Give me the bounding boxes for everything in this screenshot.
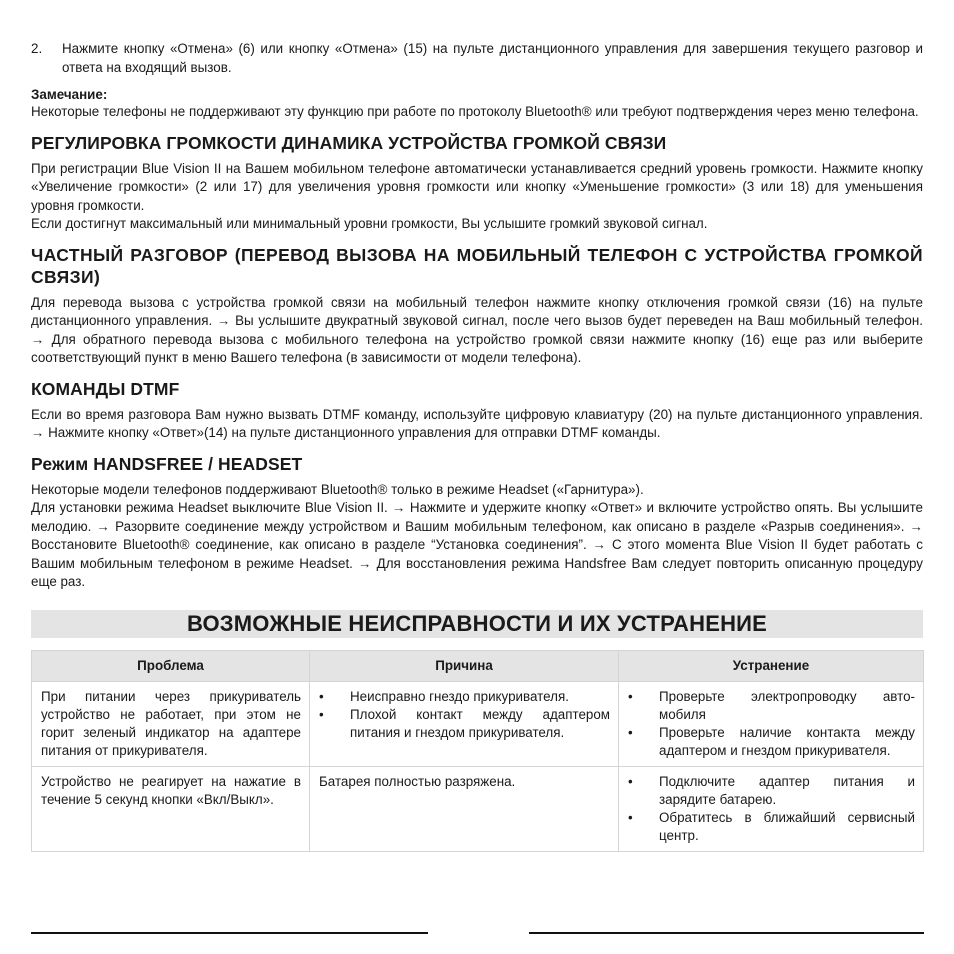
note-text: Некоторые телефоны не поддерживают эту функцию при работе по протоколу Bluetooth® или требуют подтверждения через меню телефона. xyxy=(31,104,919,119)
troubleshooting-title: ВОЗМОЖНЫЕ НЕИСПРАВНОСТИ И ИХ УСТРАНЕНИЕ xyxy=(31,610,923,638)
private-call-paragraph: Для перевода вызова с устройства громкой связи на мобильный телефон нажмите кнопку отключения громкой связи (16) на пульте дистанционного управления. → Вы услышите двукратный звуковой сигнал, после чего вызов будет переведен на Ваш мобильный телефон. → Для обратного перевода вызова с мобильного телефона на устройство громкой связи нажмите кнопку (16) еще раз или выберите соответствующий пункт в меню Вашего телефона (в зависимости от модели телефона). xyxy=(31,294,923,365)
problem-cell: Устройство не реагирует на нажатие в течение 5 секунд кнопки «Вкл/Выкл». xyxy=(32,766,310,851)
bullet-icon: • xyxy=(628,724,633,740)
note-title: Замечание: xyxy=(31,87,108,102)
volume-paragraph-2: Если достигнут максимальный или минимальный уровни громкости, Вы услышите громкий звуковой сигнал. xyxy=(31,216,708,231)
list-item: • Плохой контакт между адаптером питания и гнездом прикуривателя. xyxy=(319,706,610,740)
handsfree-paragraph-1: Некоторые модели телефонов поддерживают Bluetooth® только в режиме Headset («Гарнитура»). xyxy=(31,481,644,497)
remedy-cell xyxy=(619,681,924,766)
dtmf-heading: КОМАНДЫ DTMF xyxy=(31,378,180,399)
bullet-icon: • xyxy=(319,706,324,722)
column-header-cause: Причина xyxy=(310,650,619,681)
cause-cell xyxy=(310,681,619,766)
list-item: • Проверьте наличие контакта между адаптером и гнездом прикуривателя. xyxy=(628,724,915,758)
handsfree-heading: Режим HANDSFREE / HEADSET xyxy=(31,453,303,474)
bullet-icon: • xyxy=(319,688,324,704)
dtmf-paragraph: Если во время разговора Вам нужно вызвать DTMF команду, используйте цифровую клавиатуру (20) на пульте дистанционного управления. → Нажмите кнопку «Ответ»(14) на пульте дистанционного управления для отправки DTMF команды. xyxy=(31,406,923,440)
bullet-icon: • xyxy=(628,773,633,789)
private-call-heading: ЧАСТНЫЙ РАЗГОВОР (ПЕРЕВОД ВЫЗОВА НА МОБИЛЬНЫЙ ТЕЛЕФОН С УСТРОЙСТВА ГРОМКОЙ СВЯЗИ) xyxy=(31,244,923,287)
cause-cell: Батарея полностью разряжена. xyxy=(310,766,619,851)
problem-cell: При питании через прикуриватель устройство не работает, при этом не горит зеленый индикатор на адаптере питания от прикуривателя. xyxy=(32,681,310,766)
table-row xyxy=(32,766,924,851)
troubleshooting-table xyxy=(31,650,924,852)
handsfree-paragraph-2: Для установки режима Headset выключите Blue Vision II. → Нажмите и удержите кнопку «Ответ» и включите устройство опять. Вы услышите мелодию. → Разорвите соединение между устройством и Вашим мобильным телефоном, как описано в разделе «Разрыв соединения». → Восстановите Bluetooth® соединение, как описано в разделе “Установка соединения”. → С этого момента Blue Vision II будет работать с Вашим мобильным телефоном в режиме Headset. → Для восстановления режима Handsfree Вам следует повторить описанную процедуру еще раз. xyxy=(31,500,923,589)
table-header-row xyxy=(32,650,924,681)
column-header-problem: Проблема xyxy=(32,650,310,681)
remedy-cell xyxy=(619,766,924,851)
manual-page xyxy=(31,40,923,852)
table-row xyxy=(32,681,924,766)
footer-rule-left xyxy=(31,932,428,934)
item-number: 2. xyxy=(31,41,43,56)
list-item: • Неисправно гнездо прикуривателя. xyxy=(319,688,569,704)
item-text: Нажмите кнопку «Отмена» (6) или кнопку «Отмена» (15) на пульте дистанционного управления для завершения текущего разговор и ответа на входящий вызов. xyxy=(62,41,923,75)
column-header-remedy: Устранение xyxy=(619,650,924,681)
list-item: • Обратитесь в ближайший сервисный центр. xyxy=(628,809,915,843)
bullet-icon: • xyxy=(628,809,633,825)
list-item: • Подключите адаптер питания и зарядите батарею. xyxy=(628,773,915,807)
footer-rule-right xyxy=(529,932,924,934)
numbered-item-2 xyxy=(31,40,923,77)
list-item: • Проверьте электропроводку авто-мобиля xyxy=(628,688,915,722)
volume-heading: РЕГУЛИРОВКА ГРОМКОСТИ ДИНАМИКА УСТРОЙСТВА ГРОМКОЙ СВЯЗИ xyxy=(31,132,667,153)
volume-paragraph-1: При регистрации Blue Vision II на Вашем мобильном телефоне автоматически устанавливается средний уровень громкости. Нажмите кнопку «Увеличение громкости» (2 или 17) для увеличения уровня громкости или кнопку «Уменьшение громкости» (3 или 18) для уменьшения уровня громкости. xyxy=(31,160,923,213)
bullet-icon: • xyxy=(628,688,633,704)
